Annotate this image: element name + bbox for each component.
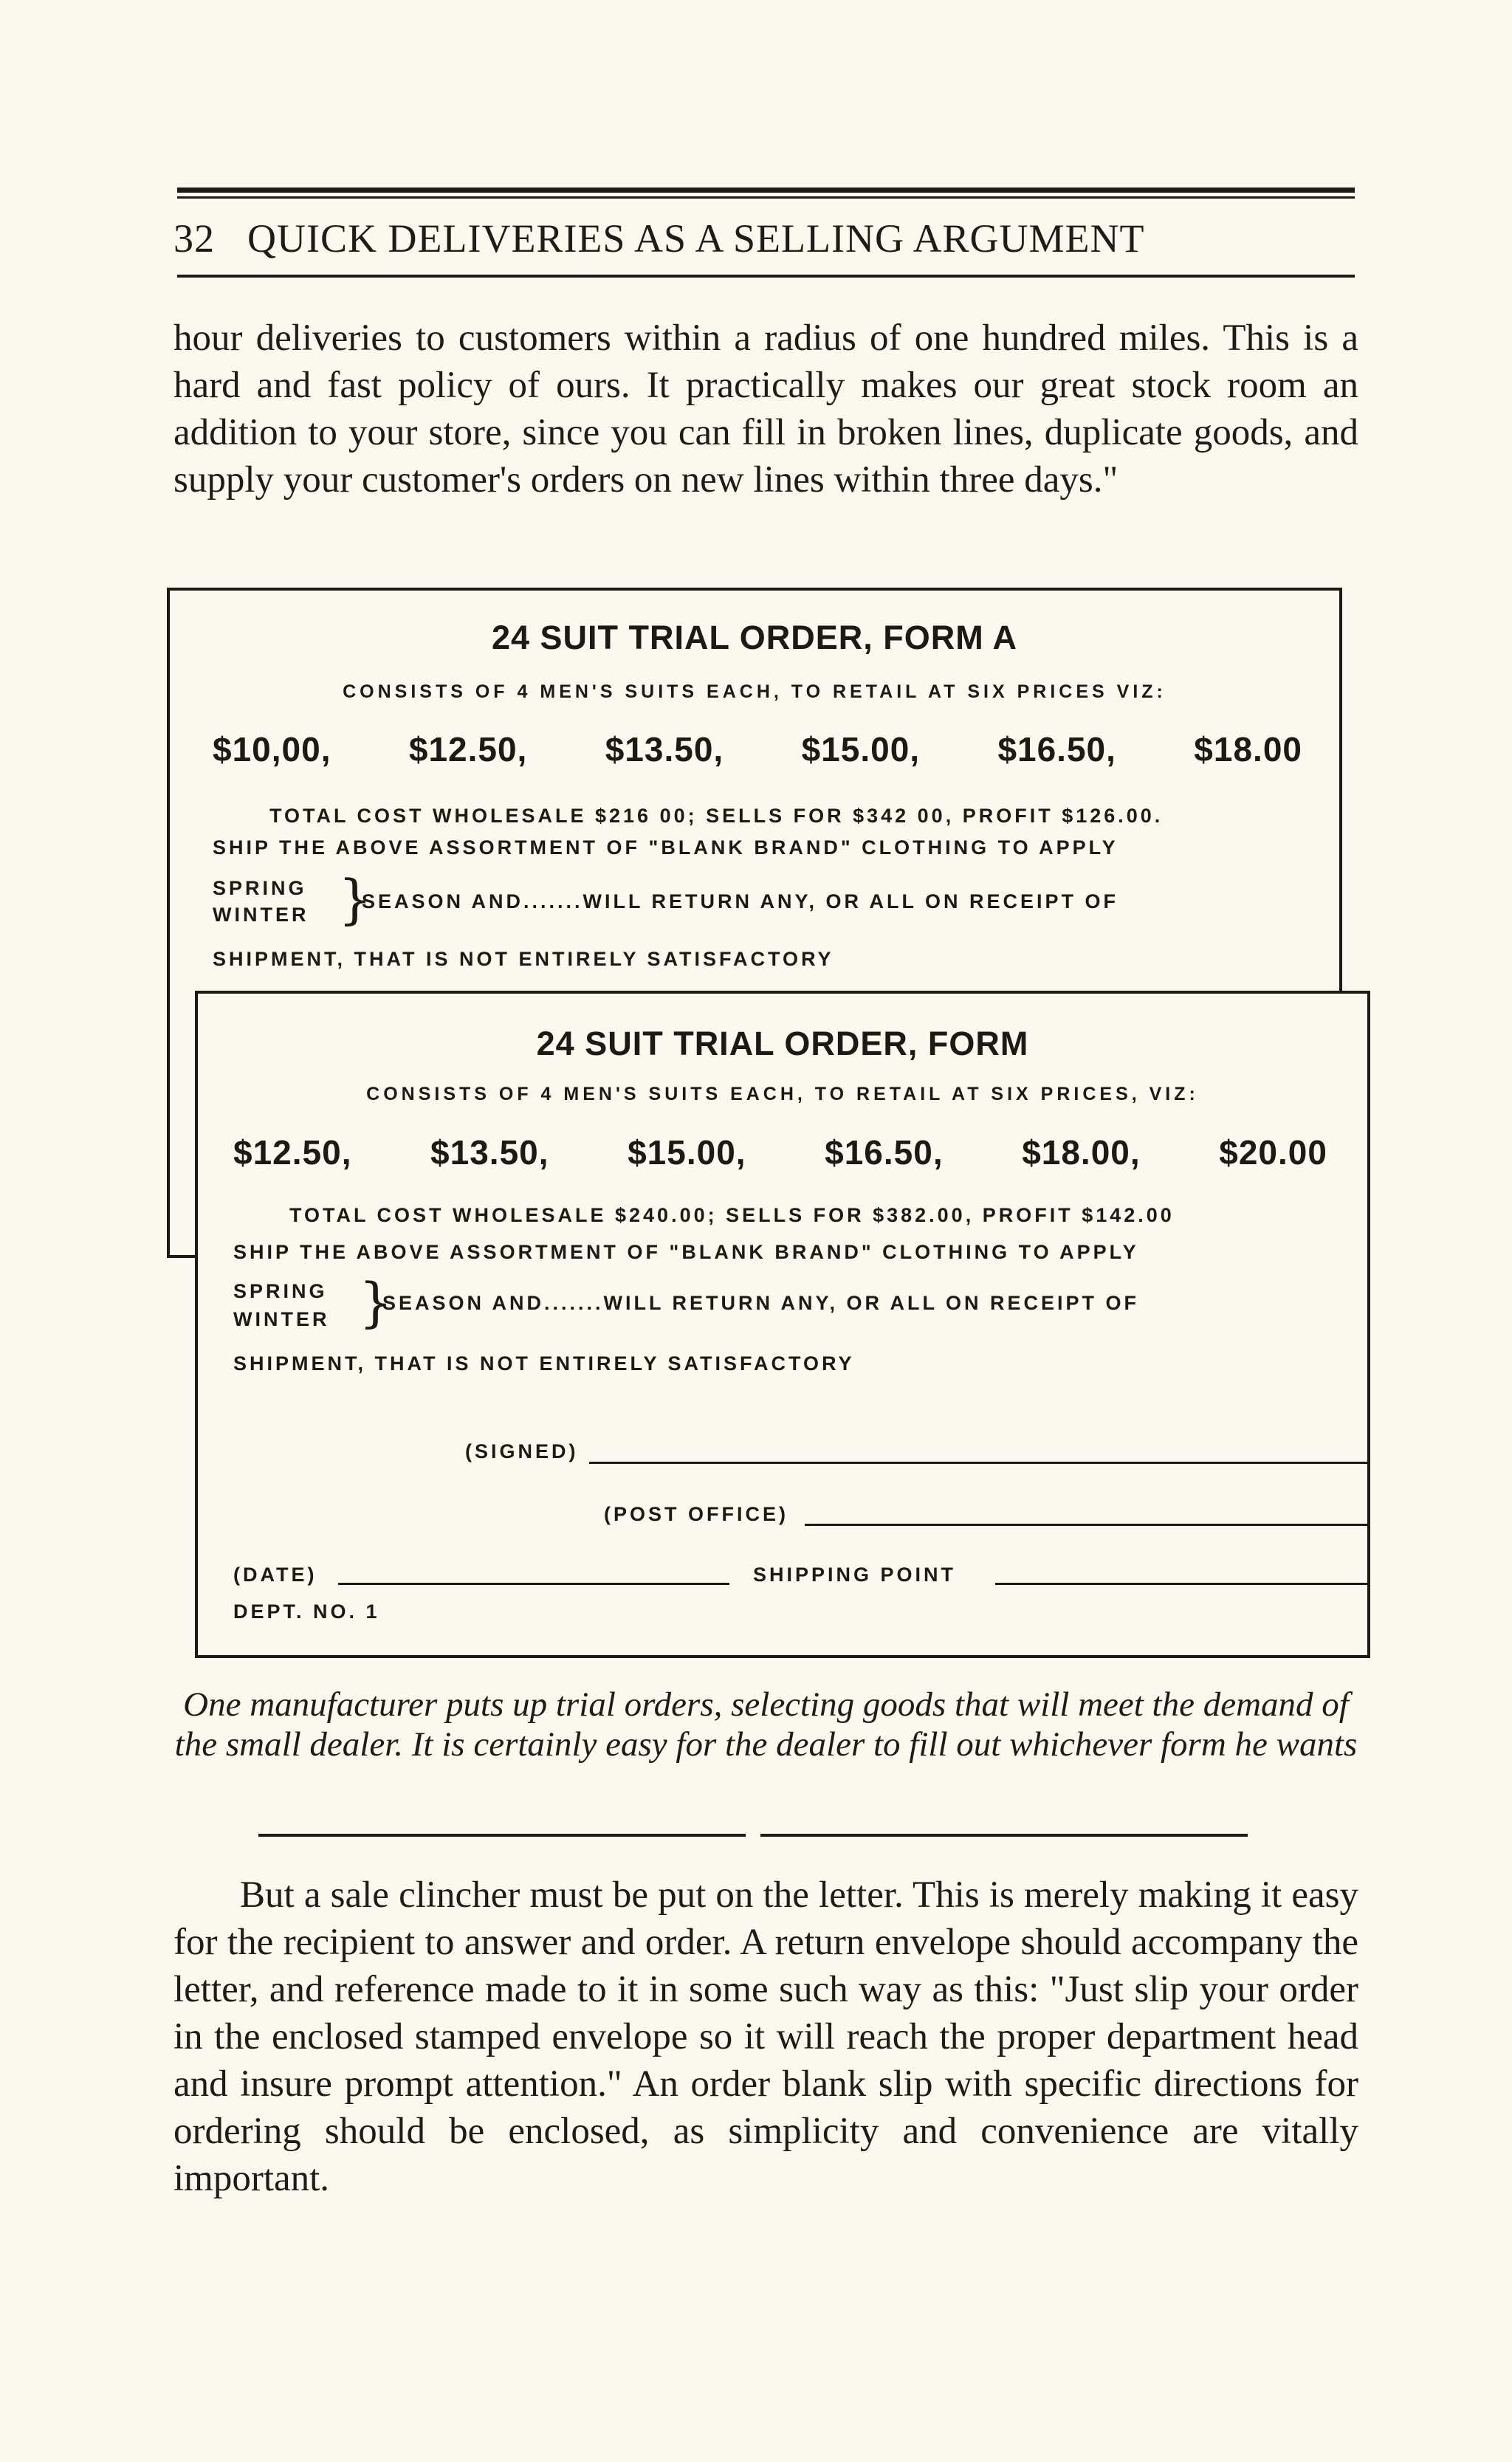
bottom-paragraph: [173, 1871, 1358, 2202]
form-b-price: $18.00,: [1022, 1133, 1141, 1172]
header-top-rule-thin: [177, 196, 1355, 199]
form-b-season: SEASON AND.......WILL RETURN ANY, OR ALL ON RECEIPT OF: [382, 1292, 1140, 1314]
form-b-spring: SPRING: [233, 1280, 328, 1302]
form-b-total: TOTAL COST WHOLESALE $240.00; SELLS FOR $382.00, PROFIT $142.00: [289, 1204, 1175, 1226]
section-rule-left: [258, 1834, 746, 1837]
running-header: [173, 213, 1355, 264]
form-a-price: $12.50,: [408, 730, 528, 768]
form-b-signed-label: (SIGNED): [465, 1440, 579, 1462]
order-form-b: [195, 991, 1370, 1658]
form-b-shipping-point-label: SHIPPING POINT: [753, 1564, 957, 1586]
form-a-spring: SPRING: [213, 877, 307, 899]
form-a-total: TOTAL COST WHOLESALE $216 00; SELLS FOR $342 00, PROFIT $126.00.: [269, 805, 1164, 827]
date-line[interactable]: [338, 1583, 729, 1585]
form-a-prices: [213, 729, 1302, 769]
form-a-consists: CONSISTS OF 4 MEN'S SUITS EACH, TO RETAIL AT SIX PRICES VIZ:: [343, 681, 1166, 702]
form-b-price: $13.50,: [430, 1133, 549, 1172]
form-b-consists: CONSISTS OF 4 MEN'S SUITS EACH, TO RETAIL AT SIX PRICES, VIZ:: [366, 1084, 1199, 1104]
signed-line[interactable]: [589, 1462, 1367, 1464]
form-b-price: $16.50,: [825, 1133, 944, 1172]
form-b-prices: [233, 1132, 1327, 1172]
header-top-rule: [177, 188, 1355, 193]
form-a-winter: WINTER: [213, 904, 309, 926]
header-bottom-rule: [177, 275, 1355, 278]
running-title: QUICK DELIVERIES AS A SELLING ARGUMENT: [247, 216, 1145, 261]
form-b-ship: SHIP THE ABOVE ASSORTMENT OF "BLANK BRAND" CLOTHING TO APPLY: [233, 1241, 1139, 1263]
form-a-price: $15.00,: [801, 730, 921, 768]
form-b-dept: DEPT. NO. 1: [233, 1600, 380, 1623]
figure-caption: One manufacturer puts up trial orders, selecting goods that will meet the demand of the small dealer. It is certainly easy for the dealer to fill out whichever form he wants: [174, 1685, 1358, 1764]
top-paragraph-text: hour deliveries to customers within a radius of one hundred miles. This is a hard and fast policy of ours. It practically makes our great stock room an addition to your store, since you can fill in broken lines, duplicate goods, and supply your customer's orders on new lines within three days.": [173, 317, 1358, 501]
page-number: 32: [173, 216, 215, 261]
form-a-ship: SHIP THE ABOVE ASSORTMENT OF "BLANK BRAND" CLOTHING TO APPLY: [213, 836, 1118, 859]
form-a-brace: }: [338, 868, 372, 930]
form-b-brace: }: [359, 1271, 393, 1333]
form-a-price: $16.50,: [997, 730, 1116, 768]
form-a-price: $18.00: [1194, 730, 1302, 768]
form-b-price: $20.00: [1219, 1133, 1327, 1172]
form-b-date-label: (DATE): [233, 1564, 317, 1586]
form-a-season: SEASON AND.......WILL RETURN ANY, OR ALL ON RECEIPT OF: [362, 890, 1119, 912]
bottom-paragraph-text: But a sale clincher must be put on the letter. This is merely making it easy for the recipient to answer and order. A return envelope should accompany the letter, and reference made to it in some such way as this: "Just slip your order in the enclosed stamped envelope so it will reach the proper department head and insure prompt attention." An order blank slip with specific directions for ordering should be enclosed, as simplicity and convenience are vitally important.: [173, 1874, 1358, 2199]
top-paragraph: [173, 314, 1358, 503]
form-a-shipment: SHIPMENT, THAT IS NOT ENTIRELY SATISFACTORY: [213, 948, 834, 970]
form-a-price: $10,00,: [213, 730, 331, 768]
form-a-title: 24 SUIT TRIAL ORDER, FORM A: [491, 619, 1018, 656]
form-b-post-office-label: (POST OFFICE): [604, 1503, 788, 1525]
form-a-price: $13.50,: [605, 730, 724, 768]
form-b-price: $15.00,: [628, 1133, 746, 1172]
section-rule-right: [760, 1834, 1248, 1837]
form-b-shipment: SHIPMENT, THAT IS NOT ENTIRELY SATISFACTORY: [233, 1352, 855, 1375]
shipping-point-line[interactable]: [995, 1583, 1367, 1585]
post-office-line[interactable]: [805, 1524, 1367, 1526]
form-b-price: $12.50,: [233, 1133, 352, 1172]
form-b-title: 24 SUIT TRIAL ORDER, FORM: [536, 1025, 1029, 1062]
form-b-winter: WINTER: [233, 1308, 330, 1330]
